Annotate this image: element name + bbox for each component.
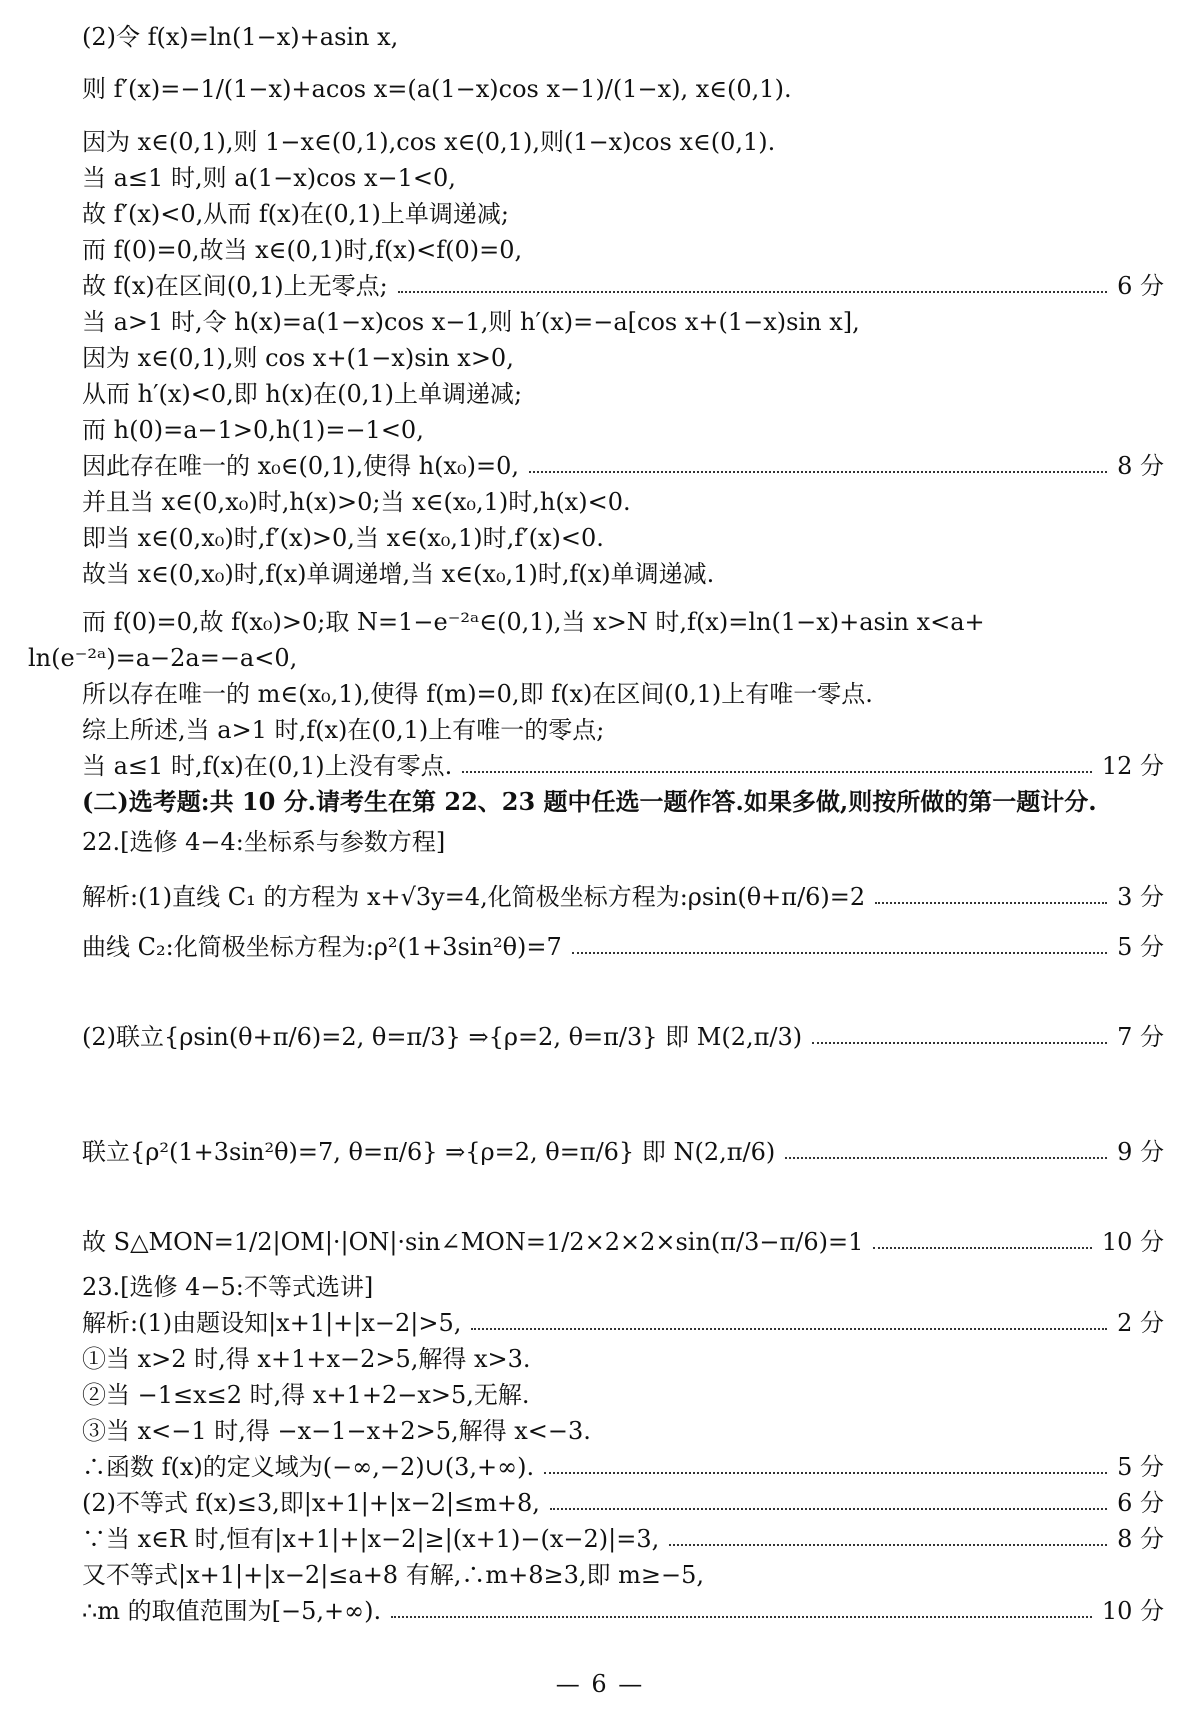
text-line	[82, 557, 1164, 591]
line-text: 因为 x∈(0,1),则 1−x∈(0,1),cos x∈(0,1),则(1−x)cos x∈(0,1).	[82, 128, 776, 156]
leader-dots	[550, 1508, 1107, 1510]
line-text: ②当 −1≤x≤2 时,得 x+1+2−x>5,无解.	[82, 1381, 530, 1409]
leader-dots	[875, 902, 1107, 904]
text-line	[82, 1225, 1164, 1259]
leader-dots	[471, 1328, 1107, 1330]
leader-dots	[785, 1157, 1107, 1159]
line-text: 解析:(1)由题设知|x+1|+|x−2|>5,	[82, 1309, 462, 1337]
leader-dots	[873, 1247, 1091, 1249]
text-line	[82, 1135, 1164, 1169]
line-text: 则 f′(x)=−1/(1−x)+acos x=(a(1−x)cos x−1)/(1−x), x∈(0,1).	[82, 75, 792, 103]
line-text: 解析:(1)直线 C₁ 的方程为 x+√3y=4,化简极坐标方程为:ρsin(θ+π/6)=2	[82, 883, 866, 911]
score-label: 10 分	[1101, 1228, 1164, 1256]
line-text: 当 a>1 时,令 h(x)=a(1−x)cos x−1,则 h′(x)=−a[cos x+(1−x)sin x],	[82, 308, 860, 336]
line-text: 因此存在唯一的 x₀∈(0,1),使得 h(x₀)=0,	[82, 452, 520, 480]
text-line	[82, 1020, 1164, 1054]
score-label: 9 分	[1117, 1138, 1164, 1166]
score-label: 8 分	[1117, 1525, 1164, 1553]
question-heading	[82, 1270, 1164, 1304]
line-text: 联立{ρ²(1+3sin²θ)=7, θ=π/6} ⇒{ρ=2, θ=π/6} 即 N(2,π/6)	[82, 1138, 776, 1166]
line-text: (2)联立{ρsin(θ+π/6)=2, θ=π/3} ⇒{ρ=2, θ=π/3} 即 M(2,π/3)	[82, 1023, 803, 1051]
text-line	[82, 20, 1164, 54]
line-text: 即当 x∈(0,x₀)时,f′(x)>0,当 x∈(x₀,1)时,f′(x)<0.	[82, 524, 604, 552]
line-text: 从而 h′(x)<0,即 h(x)在(0,1)上单调递减;	[82, 380, 523, 408]
text-line	[82, 1558, 1164, 1592]
text-line	[82, 677, 1164, 711]
line-text: 当 a≤1 时,f(x)在(0,1)上没有零点.	[82, 752, 453, 780]
score-label: 8 分	[1117, 452, 1164, 480]
text-line	[82, 1522, 1164, 1556]
text-line	[82, 161, 1164, 195]
leader-dots	[398, 291, 1107, 293]
text-line	[82, 749, 1164, 783]
line-text: ①当 x>2 时,得 x+1+x−2>5,解得 x>3.	[82, 1345, 531, 1373]
score-label: 6 分	[1117, 1489, 1164, 1517]
text-line	[82, 880, 1164, 914]
leader-dots	[812, 1042, 1107, 1044]
section-heading	[82, 785, 1164, 819]
text-line	[82, 377, 1164, 411]
text-line	[82, 485, 1164, 519]
leader-dots	[572, 952, 1107, 954]
text-line	[82, 305, 1164, 339]
text-line	[28, 641, 1164, 675]
line-text: 22.[选修 4−4:坐标系与参数方程]	[82, 828, 446, 856]
line-text: 又不等式|x+1|+|x−2|≤a+8 有解,∴m+8≥3,即 m≥−5,	[82, 1561, 704, 1589]
line-text: 曲线 C₂:化简极坐标方程为:ρ²(1+3sin²θ)=7	[82, 933, 562, 961]
score-label: 5 分	[1117, 933, 1164, 961]
text-line	[82, 930, 1164, 964]
line-text: 所以存在唯一的 m∈(x₀,1),使得 f(m)=0,即 f(x)在区间(0,1)上有唯一零点.	[82, 680, 873, 708]
score-label: 6 分	[1117, 272, 1164, 300]
text-line	[82, 197, 1164, 231]
text-line	[82, 1486, 1164, 1520]
text-line	[82, 605, 1164, 639]
page-number: — 6 —	[555, 1670, 645, 1698]
line-text: 23.[选修 4−5:不等式选讲]	[82, 1273, 374, 1301]
text-line	[82, 125, 1164, 159]
line-text: 而 f(0)=0,故 f(x₀)>0;取 N=1−e⁻²ᵃ∈(0,1),当 x>N 时,f(x)=ln(1−x)+asin x<a+	[82, 608, 985, 636]
text-line	[82, 1306, 1164, 1340]
line-text: (2)不等式 f(x)≤3,即|x+1|+|x−2|≤m+8,	[82, 1489, 540, 1517]
score-label: 3 分	[1117, 883, 1164, 911]
leader-dots	[544, 1472, 1107, 1474]
line-text: 而 f(0)=0,故当 x∈(0,1)时,f(x)<f(0)=0,	[82, 236, 523, 264]
text-line	[82, 233, 1164, 267]
score-label: 2 分	[1117, 1309, 1164, 1337]
question-heading	[82, 825, 1164, 859]
text-line	[82, 1450, 1164, 1484]
line-text: ∴函数 f(x)的定义域为(−∞,−2)∪(3,+∞).	[82, 1453, 535, 1481]
line-text: 并且当 x∈(0,x₀)时,h(x)>0;当 x∈(x₀,1)时,h(x)<0.	[82, 488, 631, 516]
text-line	[82, 1594, 1164, 1628]
text-line	[82, 413, 1164, 447]
line-text: 故 f(x)在区间(0,1)上无零点;	[82, 272, 388, 300]
leader-dots	[529, 471, 1107, 473]
text-line	[82, 521, 1164, 555]
line-text: 当 a≤1 时,则 a(1−x)cos x−1<0,	[82, 164, 456, 192]
text-line	[82, 269, 1164, 303]
score-label: 12 分	[1101, 752, 1164, 780]
score-label: 10 分	[1101, 1597, 1164, 1625]
line-text: 故 S△MON=1/2|OM|·|ON|·sin∠MON=1/2×2×2×sin(π/3−π/6)=1	[82, 1228, 864, 1256]
text-line	[82, 341, 1164, 375]
line-text: 因为 x∈(0,1),则 cos x+(1−x)sin x>0,	[82, 344, 514, 372]
line-text: ③当 x<−1 时,得 −x−1−x+2>5,解得 x<−3.	[82, 1417, 591, 1445]
line-text: ∴m 的取值范围为[−5,+∞).	[82, 1597, 382, 1625]
line-text: ∵当 x∈R 时,恒有|x+1|+|x−2|≥|(x+1)−(x−2)|=3,	[82, 1525, 660, 1553]
leader-dots	[462, 771, 1092, 773]
line-text: 故 f′(x)<0,从而 f(x)在(0,1)上单调递减;	[82, 200, 509, 228]
text-line	[82, 713, 1164, 747]
text-line	[82, 1342, 1164, 1376]
leader-dots	[391, 1616, 1092, 1618]
score-label: 5 分	[1117, 1453, 1164, 1481]
line-text: (2)令 f(x)=ln(1−x)+asin x,	[82, 23, 399, 51]
text-line	[82, 1378, 1164, 1412]
score-label: 7 分	[1117, 1023, 1164, 1051]
text-line	[82, 72, 1164, 106]
text-line	[82, 1414, 1164, 1448]
line-text: ln(e⁻²ᵃ)=a−2a=−a<0,	[28, 644, 298, 672]
line-text: 而 h(0)=a−1>0,h(1)=−1<0,	[82, 416, 424, 444]
line-text: (二)选考题:共 10 分.请考生在第 22、23 题中任选一题作答.如果多做,则按所做的第一题计分.	[82, 787, 1097, 816]
line-text: 故当 x∈(0,x₀)时,f(x)单调递增,当 x∈(x₀,1)时,f(x)单调递减.	[82, 560, 715, 588]
line-text: 综上所述,当 a>1 时,f(x)在(0,1)上有唯一的零点;	[82, 716, 605, 744]
leader-dots	[669, 1544, 1107, 1546]
text-line	[82, 449, 1164, 483]
